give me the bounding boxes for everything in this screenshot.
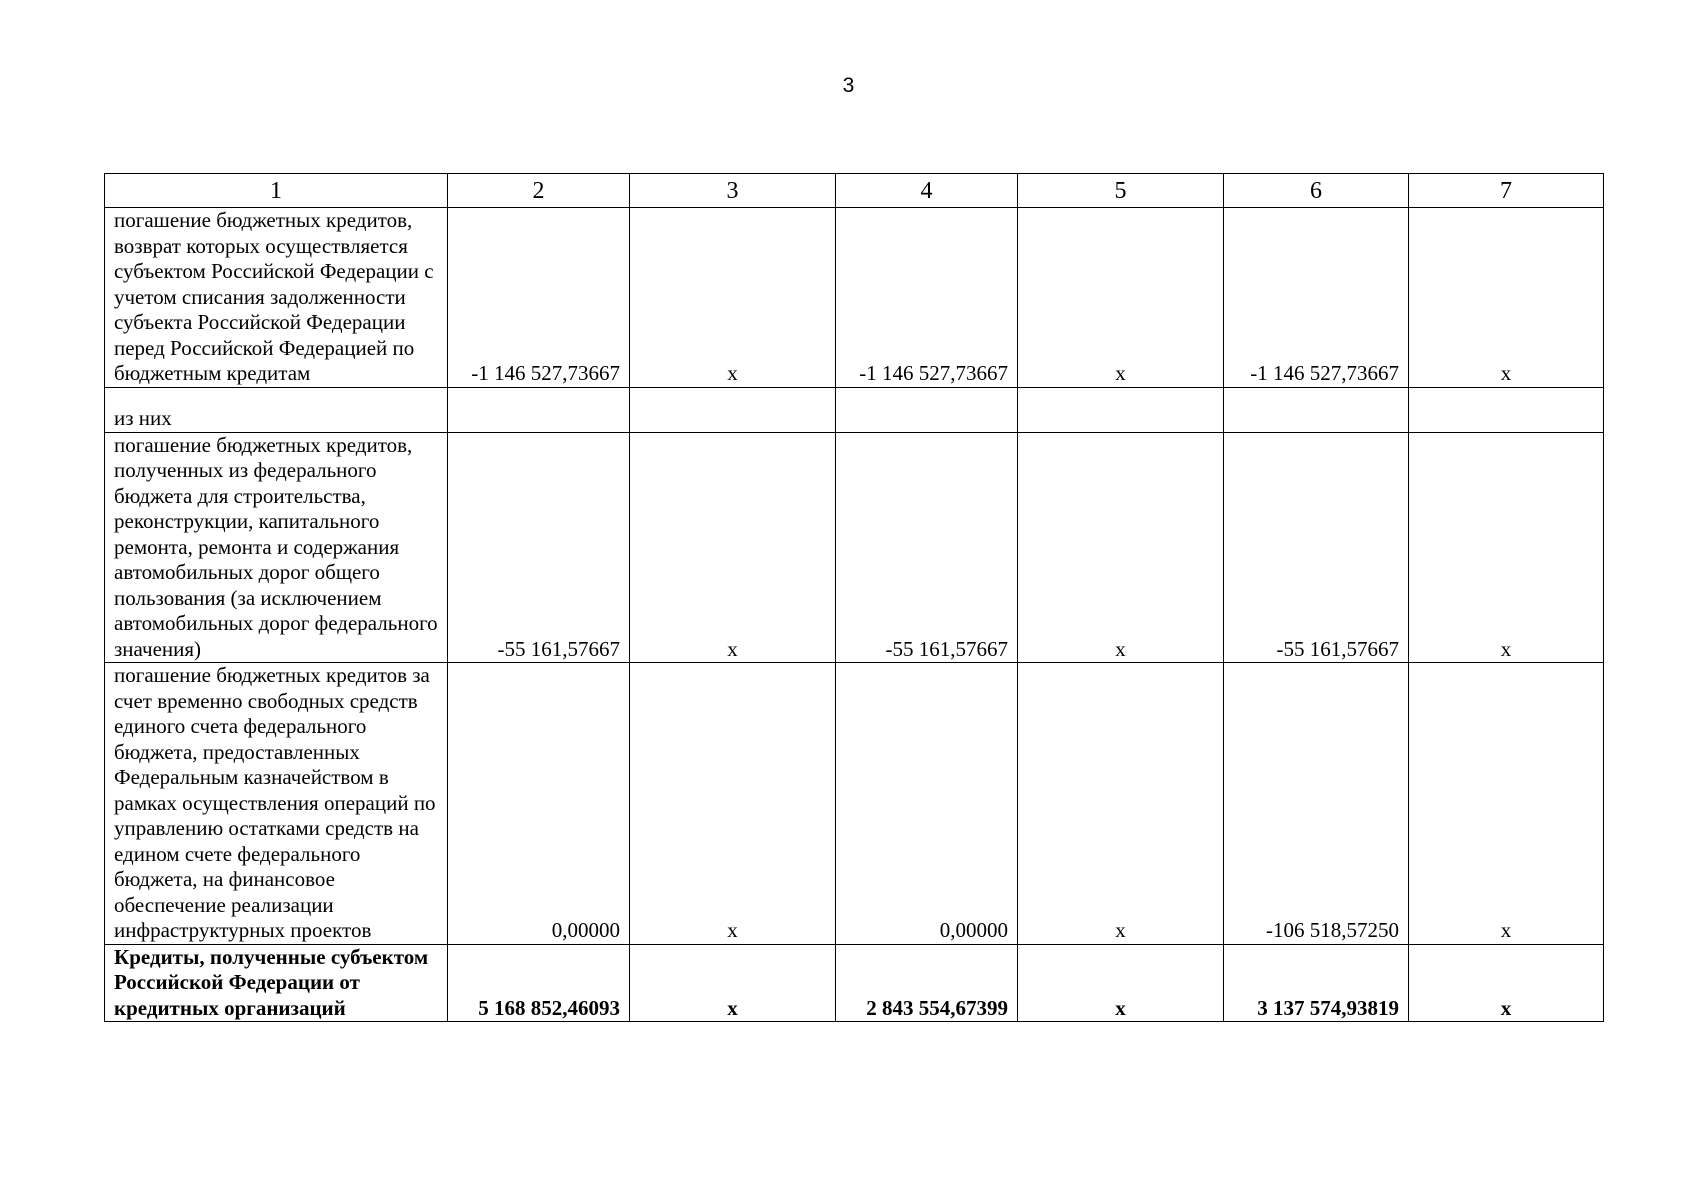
cell-col-3: х (630, 432, 836, 663)
cell-col-4: -1 146 527,73667 (836, 208, 1018, 388)
cell-col-5 (1018, 387, 1224, 432)
cell-col-2: 5 168 852,46093 (448, 944, 630, 1022)
cell-col-7: х (1409, 432, 1604, 663)
cell-col-6: 3 137 574,93819 (1224, 944, 1409, 1022)
cell-col-4: 0,00000 (836, 663, 1018, 945)
row-description: из них (105, 387, 448, 432)
column-header-2: 2 (448, 174, 630, 208)
column-header-1: 1 (105, 174, 448, 208)
cell-col-4 (836, 387, 1018, 432)
table-row (105, 387, 1604, 432)
cell-col-2: 0,00000 (448, 663, 630, 945)
table-row (105, 663, 1604, 945)
table-row (105, 208, 1604, 388)
cell-col-5: х (1018, 944, 1224, 1022)
cell-col-3 (630, 387, 836, 432)
cell-col-6: -55 161,57667 (1224, 432, 1409, 663)
table-row (105, 432, 1604, 663)
header-row (105, 174, 1604, 208)
cell-col-2: -55 161,57667 (448, 432, 630, 663)
cell-col-6: -1 146 527,73667 (1224, 208, 1409, 388)
cell-col-7: х (1409, 208, 1604, 388)
column-header-5: 5 (1018, 174, 1224, 208)
cell-col-5: х (1018, 663, 1224, 945)
cell-col-5: х (1018, 432, 1224, 663)
column-header-6: 6 (1224, 174, 1409, 208)
column-header-4: 4 (836, 174, 1018, 208)
row-description: погашение бюджетных кредитов за счет временно свободных средств единого счета федерального бюджета, предоставленных Федеральным казначейством в рамках осуществления операций по управлению остатками средств на едином счете федерального бюджета, на финансовое обеспечение реализации инфраструктурных проектов (105, 663, 448, 945)
cell-col-2: -1 146 527,73667 (448, 208, 630, 388)
column-header-7: 7 (1409, 174, 1604, 208)
cell-col-7: х (1409, 944, 1604, 1022)
page-number: 3 (842, 74, 855, 97)
cell-col-6: -106 518,57250 (1224, 663, 1409, 945)
cell-col-7 (1409, 387, 1604, 432)
cell-col-4: -55 161,57667 (836, 432, 1018, 663)
cell-col-3: х (630, 663, 836, 945)
cell-col-6 (1224, 387, 1409, 432)
column-header-3: 3 (630, 174, 836, 208)
row-description: погашение бюджетных кредитов, полученных из федерального бюджета для строительства, реконструкции, капитального ремонта, ремонта и содержания автомобильных дорог общего пользования (за исключением автомобильных дорог федерального значения) (105, 432, 448, 663)
cell-col-4: 2 843 554,67399 (836, 944, 1018, 1022)
cell-col-2 (448, 387, 630, 432)
row-description: Кредиты, полученные субъектом Российской Федерации от кредитных организаций (105, 944, 448, 1022)
table-row-total (105, 944, 1604, 1022)
cell-col-7: х (1409, 663, 1604, 945)
cell-col-5: х (1018, 208, 1224, 388)
row-description: погашение бюджетных кредитов, возврат которых осуществляется субъектом Российской Федерации с учетом списания задолженности субъекта Российской Федерации перед Российской Федерацией по бюджетным кредитам (105, 208, 448, 388)
cell-col-3: х (630, 208, 836, 388)
cell-col-3: х (630, 944, 836, 1022)
budget-table (104, 173, 1604, 1022)
